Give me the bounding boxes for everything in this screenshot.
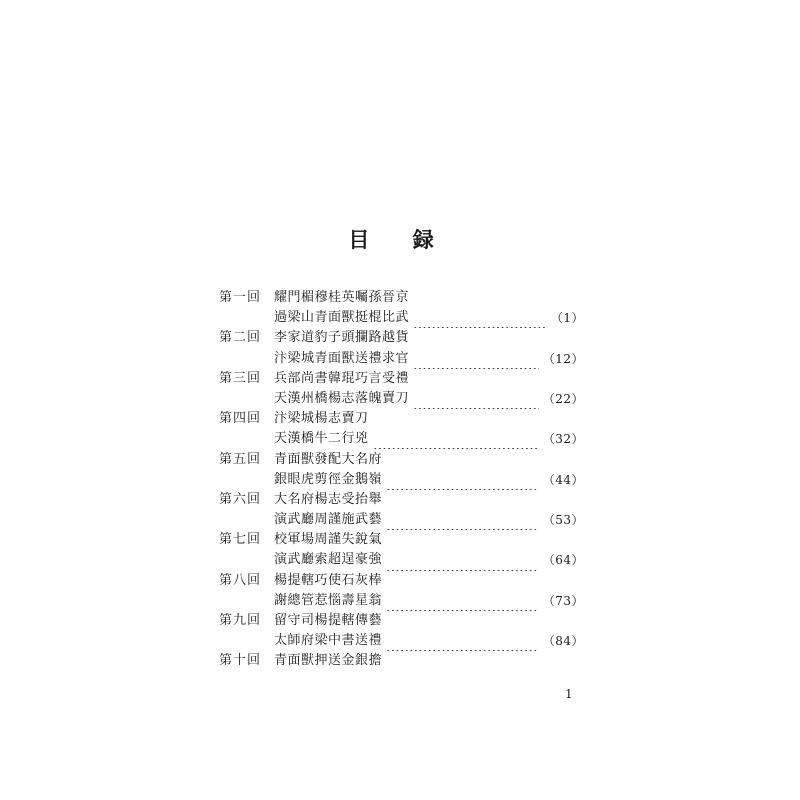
toc-entry-line1 [219, 530, 584, 550]
toc-entry-line1 [219, 450, 584, 470]
chapter-title-line1: 汴梁城楊志賣刀 [274, 411, 369, 427]
chapter-title-line1: 李家道豹子頭攔路越貨 [274, 330, 410, 346]
chapter-number: 第九回 [219, 613, 262, 628]
chapter-number: 第四回 [219, 411, 262, 427]
dot-leader [386, 631, 539, 651]
dot-leader [386, 591, 539, 611]
chapter-title-line2: 天漢州橋楊志落魄賣刀 [274, 390, 410, 406]
page-number: （73） [542, 593, 584, 608]
toc-entry-line2 [219, 550, 584, 570]
page-number: （53） [542, 513, 584, 528]
chapter-title-line2: 過梁山青面獸挺棍比武 [274, 310, 410, 326]
chapter-title-line2: 太師府梁中書送禮 [274, 633, 383, 649]
chapter-number: 第七回 [219, 532, 262, 548]
chapter-number: 第六回 [219, 491, 262, 507]
dot-leader [413, 349, 539, 369]
chapter-title-line1: 兵部尚書韓琨巧言受禮 [274, 370, 410, 386]
toc-entry-line1 [219, 611, 584, 631]
page-number: （22） [542, 391, 584, 406]
chapter-number: 第八回 [219, 572, 262, 588]
chapter-title-line1: 留守司楊提轄傳藝 [274, 613, 383, 628]
toc-entry-line1 [219, 571, 584, 591]
chapter-title-line2: 演武廳周謹施武藝 [274, 512, 383, 528]
chapter-title-line1: 耀門楣穆桂英囑孫晉京 [274, 290, 410, 305]
toc-entry-line2 [219, 389, 584, 409]
page-title: 目 録 [348, 227, 452, 252]
dot-leader [386, 510, 539, 530]
folio-page-number: 1 [565, 687, 573, 701]
page-number: （64） [542, 553, 584, 568]
toc-entry-line2 [219, 591, 584, 611]
toc-entry-line1 [219, 369, 584, 389]
dot-leader [386, 470, 539, 490]
dot-leader [413, 389, 539, 409]
table-of-contents [219, 288, 584, 672]
chapter-title-line1: 楊提轄巧使石灰棒 [274, 572, 383, 588]
chapter-title-line1: 青面獸發配大名府 [274, 451, 383, 467]
toc-entry-line2 [219, 510, 584, 530]
page-number: （1） [550, 311, 584, 326]
toc-entry-line1 [219, 409, 584, 429]
toc-entry-line2 [219, 349, 584, 369]
toc-entry-line2 [219, 470, 584, 490]
dot-leader [413, 308, 547, 328]
chapter-number: 第三回 [219, 370, 262, 386]
toc-entry-line2 [219, 308, 584, 328]
toc-entry-line1 [219, 651, 584, 671]
chapter-title-line1: 青面獸押送金銀擔 [274, 653, 383, 669]
chapter-title-line2: 天漢橋牛二行兇 [274, 431, 369, 447]
page-number: （32） [542, 432, 584, 447]
chapter-title-line1: 大名府楊志受抬舉 [274, 491, 383, 507]
chapter-title-line1: 校軍場周謹失銳氣 [274, 532, 383, 548]
toc-entry-line2 [219, 631, 584, 651]
chapter-title-line2: 銀眼虎剪徑金鵝嶺 [274, 471, 383, 487]
toc-entry-line1 [219, 328, 584, 348]
chapter-number: 第五回 [219, 451, 262, 467]
toc-entry-line1 [219, 490, 584, 510]
chapter-title-line2: 汴梁城青面獸送禮求官 [274, 350, 410, 366]
chapter-number: 第十回 [219, 653, 262, 669]
chapter-title-line2: 演武廳索超逞豪強 [274, 552, 383, 568]
dot-leader [386, 551, 539, 571]
page-number: （44） [542, 472, 584, 487]
page-number: （12） [542, 351, 584, 366]
page-number: （84） [542, 634, 584, 649]
chapter-number: 第一回 [219, 290, 262, 305]
toc-entry-line2 [219, 429, 584, 449]
chapter-number: 第二回 [219, 330, 262, 346]
dot-leader [373, 429, 539, 449]
toc-entry-line1 [219, 288, 584, 308]
chapter-title-line2: 謝總管惹惱壽星翁 [274, 592, 383, 608]
